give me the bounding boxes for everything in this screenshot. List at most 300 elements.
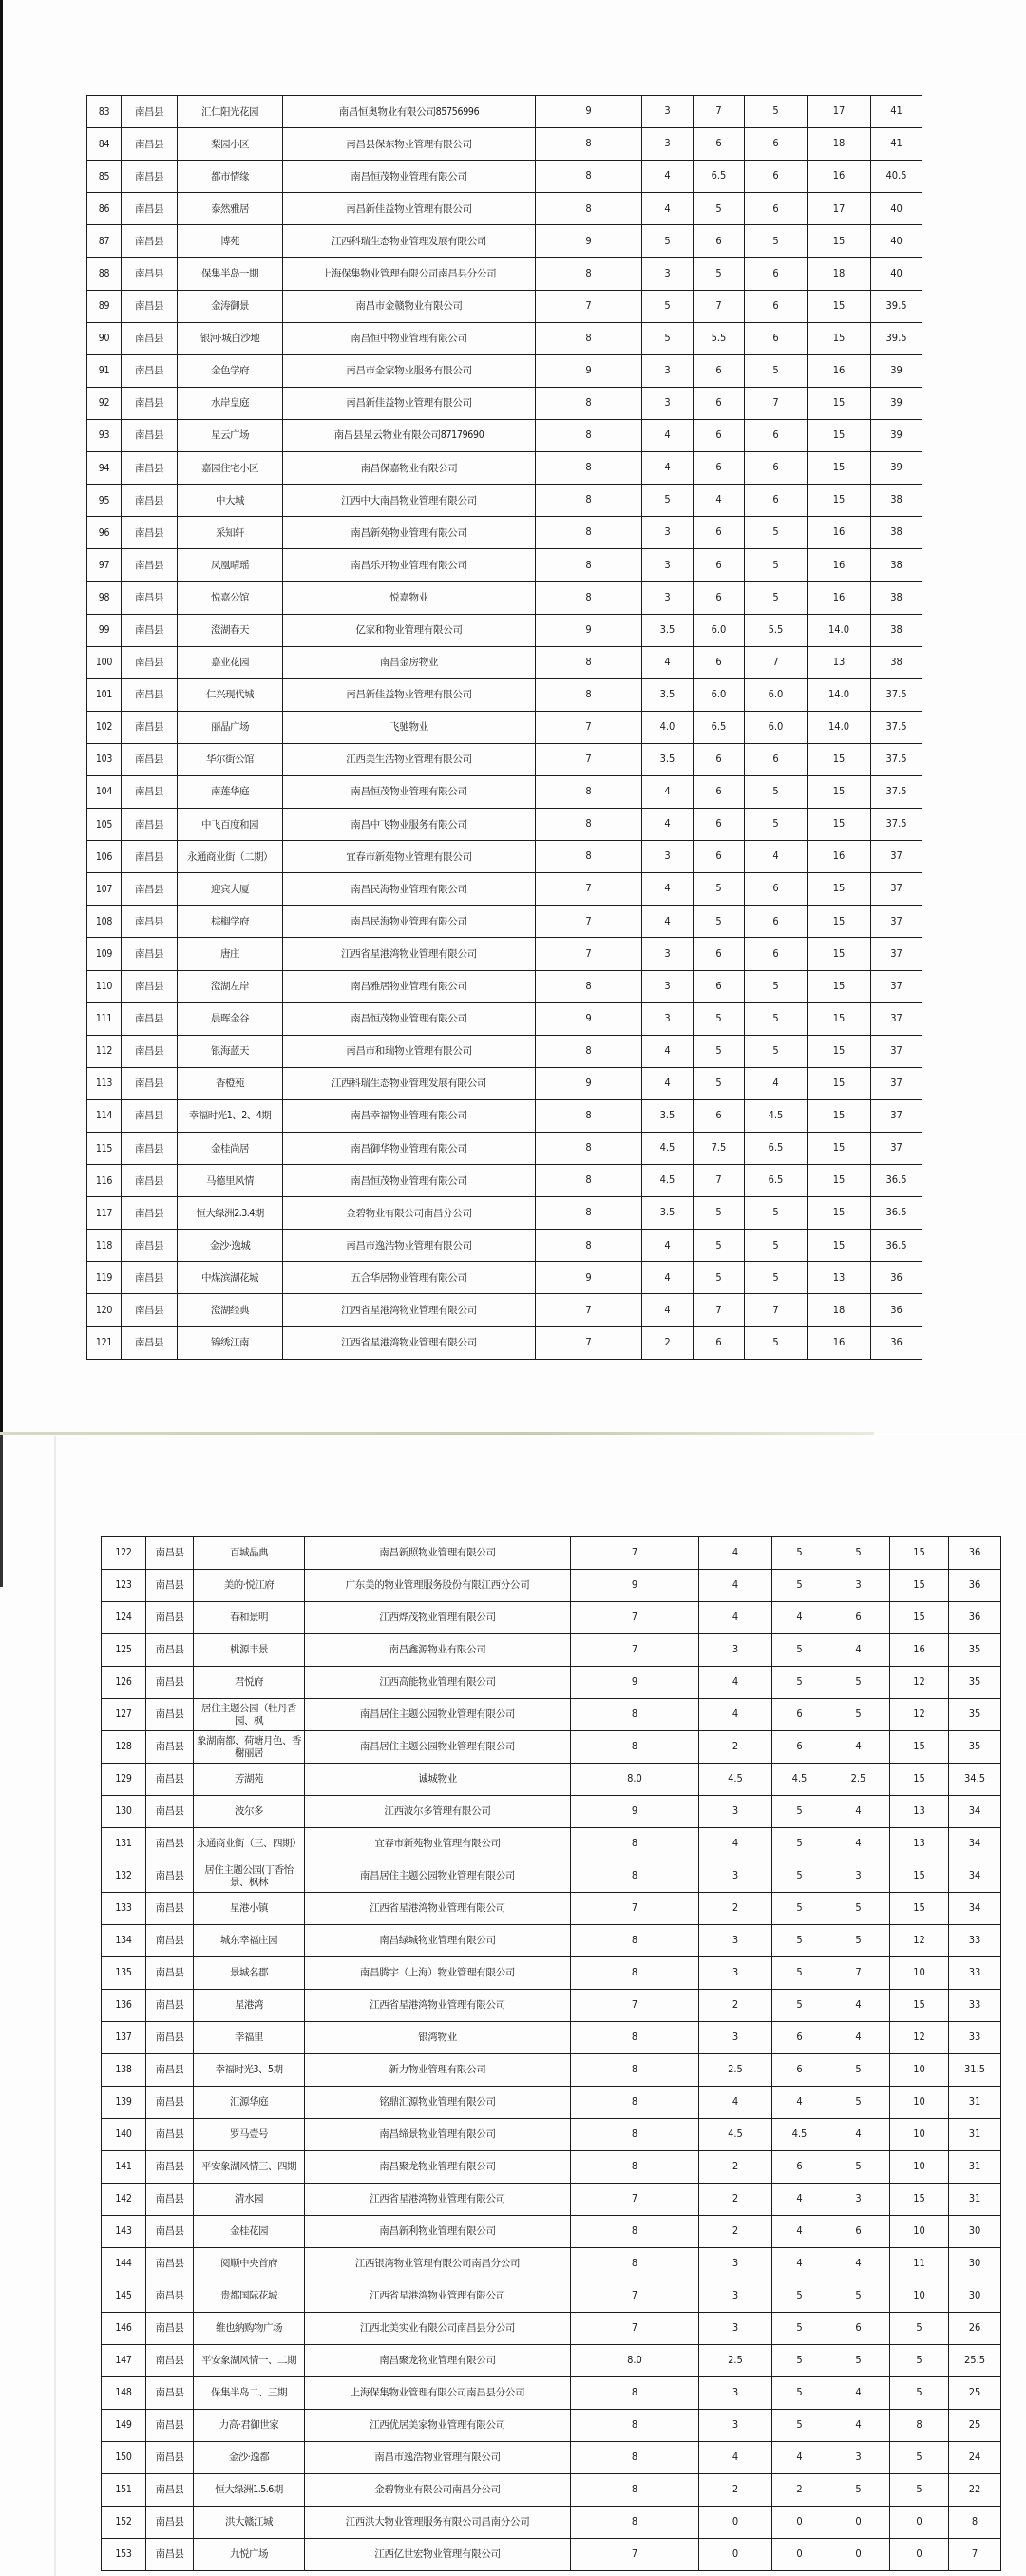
table-row xyxy=(102,2184,1001,2216)
row-number-cell: 144 xyxy=(102,2248,146,2280)
score-1-cell: 8 xyxy=(536,485,642,517)
project-name-cell: 香橙苑 xyxy=(178,1067,283,1099)
company-name-cell: 江西烨茂物业管理有限公司 xyxy=(305,1602,571,1634)
score-4-cell: 4 xyxy=(827,2022,890,2054)
score-1-cell: 8 xyxy=(536,582,642,614)
score-1-cell: 8 xyxy=(571,2216,699,2248)
row-number-cell: 105 xyxy=(87,809,122,841)
score-5-cell: 5 xyxy=(890,2377,949,2410)
row-number-cell: 143 xyxy=(102,2216,146,2248)
project-name-cell: 都市情缘 xyxy=(178,161,283,193)
row-number-cell: 94 xyxy=(87,452,122,485)
total-score-cell: 34 xyxy=(949,1828,1001,1860)
company-name-cell: 江西银湾物业管理有限公司南昌分公司 xyxy=(305,2248,571,2280)
table-row xyxy=(87,549,922,582)
table-row xyxy=(102,2507,1001,2539)
project-name-cell: 清水园 xyxy=(194,2184,305,2216)
total-score-cell: 31.5 xyxy=(949,2054,1001,2087)
row-number-cell: 149 xyxy=(102,2410,146,2442)
score-2-cell: 3 xyxy=(699,1796,772,1828)
score-3-cell: 6.0 xyxy=(694,678,745,711)
score-1-cell: 7 xyxy=(571,1537,699,1570)
score-3-cell: 5 xyxy=(694,258,745,290)
company-name-cell: 上海保集物业管理有限公司南昌县分公司 xyxy=(305,2377,571,2410)
score-3-cell: 5 xyxy=(772,1925,827,1957)
score-1-cell: 8 xyxy=(571,2410,699,2442)
score-3-cell: 6 xyxy=(772,1699,827,1731)
score-5-cell: 15 xyxy=(808,938,871,970)
score-1-cell: 8 xyxy=(536,1099,642,1132)
company-name-cell: 南昌金房物业 xyxy=(283,646,536,678)
total-score-cell: 37.5 xyxy=(871,809,922,841)
total-score-cell: 39 xyxy=(871,354,922,387)
score-table-2 xyxy=(101,1536,1001,2571)
score-2-cell: 3 xyxy=(642,517,694,549)
score-3-cell: 5 xyxy=(772,1893,827,1925)
total-score-cell: 39 xyxy=(871,387,922,419)
company-name-cell: 南昌市逸浩物业管理有限公司 xyxy=(283,1230,536,1262)
score-1-cell: 9 xyxy=(571,1667,699,1699)
score-2-cell: 4 xyxy=(642,161,694,193)
county-cell: 南昌县 xyxy=(122,549,178,582)
table-row xyxy=(87,970,922,1002)
county-cell: 南昌县 xyxy=(122,906,178,938)
total-score-cell: 22 xyxy=(949,2474,1001,2507)
county-cell: 南昌县 xyxy=(122,161,178,193)
score-5-cell: 10 xyxy=(890,2054,949,2087)
score-1-cell: 8 xyxy=(536,549,642,582)
score-1-cell: 9 xyxy=(536,96,642,128)
score-1-cell: 9 xyxy=(571,1570,699,1602)
table-row xyxy=(102,2151,1001,2184)
score-3-cell: 5 xyxy=(772,2345,827,2377)
project-name-cell: 波尔多 xyxy=(194,1796,305,1828)
score-2-cell: 4 xyxy=(642,1067,694,1099)
table-row xyxy=(87,485,922,517)
score-5-cell: 12 xyxy=(890,1667,949,1699)
row-number-cell: 117 xyxy=(87,1197,122,1230)
score-5-cell: 15 xyxy=(808,387,871,419)
total-score-cell: 25 xyxy=(949,2410,1001,2442)
county-cell: 南昌县 xyxy=(122,938,178,970)
county-cell: 南昌县 xyxy=(122,387,178,419)
score-4-cell: 6 xyxy=(827,2216,890,2248)
county-cell: 南昌县 xyxy=(122,1262,178,1294)
score-4-cell: 5 xyxy=(745,1326,808,1359)
company-name-cell: 五合华居物业管理有限公司 xyxy=(283,1262,536,1294)
county-cell: 南昌县 xyxy=(122,841,178,873)
company-name-cell: 江西科瑞生态物业管理发展有限公司 xyxy=(283,1067,536,1099)
score-2-cell: 3 xyxy=(642,258,694,290)
score-3-cell: 5.5 xyxy=(694,322,745,354)
score-4-cell: 5 xyxy=(745,1035,808,1067)
score-5-cell: 15 xyxy=(808,290,871,322)
row-number-cell: 139 xyxy=(102,2087,146,2119)
row-number-cell: 147 xyxy=(102,2345,146,2377)
score-4-cell: 4 xyxy=(827,1731,890,1764)
row-number-cell: 102 xyxy=(87,711,122,743)
total-score-cell: 31 xyxy=(949,2087,1001,2119)
score-3-cell: 6 xyxy=(694,1099,745,1132)
score-5-cell: 10 xyxy=(890,2087,949,2119)
company-name-cell: 南昌中飞物业服务有限公司 xyxy=(283,809,536,841)
project-name-cell: 星港湾 xyxy=(194,1990,305,2022)
company-name-cell: 南昌保嘉物业有限公司 xyxy=(283,452,536,485)
project-name-cell: 阅顺中央首府 xyxy=(194,2248,305,2280)
county-cell: 南昌县 xyxy=(122,1326,178,1359)
score-3-cell: 4 xyxy=(772,2184,827,2216)
score-4-cell: 4 xyxy=(827,2119,890,2151)
total-score-cell: 36 xyxy=(949,1602,1001,1634)
table-row xyxy=(102,1957,1001,1990)
table-row xyxy=(102,2345,1001,2377)
score-5-cell: 15 xyxy=(808,1165,871,1197)
company-name-cell: 江西省星港湾物业管理有限公司 xyxy=(283,1294,536,1326)
company-name-cell: 南昌恒茂物业管理有限公司 xyxy=(283,161,536,193)
table-row xyxy=(87,452,922,485)
score-5-cell: 10 xyxy=(890,2119,949,2151)
score-3-cell: 7 xyxy=(694,1165,745,1197)
table-row xyxy=(102,2474,1001,2507)
score-3-cell: 5 xyxy=(694,1230,745,1262)
score-4-cell: 5 xyxy=(745,96,808,128)
score-2-cell: 3 xyxy=(699,2248,772,2280)
row-number-cell: 111 xyxy=(87,1002,122,1035)
score-1-cell: 7 xyxy=(536,906,642,938)
total-score-cell: 34.5 xyxy=(949,1764,1001,1796)
score-5-cell: 10 xyxy=(890,2151,949,2184)
score-3-cell: 4 xyxy=(694,485,745,517)
total-score-cell: 37 xyxy=(871,1002,922,1035)
project-name-cell: 永通商业街（三、四期） xyxy=(194,1828,305,1860)
score-3-cell: 4 xyxy=(772,2216,827,2248)
project-name-cell: 中大城 xyxy=(178,485,283,517)
total-score-cell: 31 xyxy=(949,2119,1001,2151)
score-5-cell: 10 xyxy=(890,2280,949,2313)
total-score-cell: 34 xyxy=(949,1796,1001,1828)
score-2-cell: 0 xyxy=(699,2507,772,2539)
county-cell: 南昌县 xyxy=(146,1957,194,1990)
row-number-cell: 114 xyxy=(87,1099,122,1132)
score-3-cell: 5 xyxy=(772,1667,827,1699)
score-5-cell: 8 xyxy=(890,2410,949,2442)
score-1-cell: 8 xyxy=(536,809,642,841)
row-number-cell: 153 xyxy=(102,2539,146,2571)
row-number-cell: 88 xyxy=(87,258,122,290)
company-name-cell: 江西省星港湾物业管理有限公司 xyxy=(283,1326,536,1359)
county-cell: 南昌县 xyxy=(122,582,178,614)
table-row xyxy=(102,2313,1001,2345)
score-3-cell: 6 xyxy=(694,809,745,841)
project-name-cell: 居住主题公园(丁香怡景、枫林 xyxy=(194,1860,305,1893)
score-1-cell: 8 xyxy=(571,1699,699,1731)
project-name-cell: 金涛御景 xyxy=(178,290,283,322)
score-1-cell: 9 xyxy=(536,1002,642,1035)
company-name-cell: 江西波尔多管理有限公司 xyxy=(305,1796,571,1828)
score-4-cell: 4 xyxy=(827,1990,890,2022)
score-4-cell: 7 xyxy=(745,1294,808,1326)
county-cell: 南昌县 xyxy=(146,2087,194,2119)
project-name-cell: 罗马壹号 xyxy=(194,2119,305,2151)
total-score-cell: 37 xyxy=(871,938,922,970)
score-4-cell: 3 xyxy=(827,1860,890,1893)
score-3-cell: 5 xyxy=(772,2377,827,2410)
score-5-cell: 15 xyxy=(808,775,871,808)
score-2-cell: 2.5 xyxy=(699,2345,772,2377)
project-name-cell: 九悦广场 xyxy=(194,2539,305,2571)
county-cell: 南昌县 xyxy=(122,1099,178,1132)
score-2-cell: 3 xyxy=(699,1634,772,1667)
score-1-cell: 7 xyxy=(536,711,642,743)
score-4-cell: 3 xyxy=(827,2442,890,2474)
row-number-cell: 119 xyxy=(87,1262,122,1294)
score-2-cell: 4 xyxy=(642,452,694,485)
score-5-cell: 18 xyxy=(808,258,871,290)
company-name-cell: 南昌新照物业管理有限公司 xyxy=(305,1537,571,1570)
row-number-cell: 86 xyxy=(87,193,122,225)
table-row xyxy=(102,2539,1001,2571)
score-3-cell: 5 xyxy=(772,1796,827,1828)
score-5-cell: 15 xyxy=(808,873,871,906)
score-4-cell: 7 xyxy=(745,646,808,678)
table-row xyxy=(87,711,922,743)
project-name-cell: 百城晶典 xyxy=(194,1537,305,1570)
row-number-cell: 83 xyxy=(87,96,122,128)
table-row xyxy=(102,2119,1001,2151)
score-2-cell: 3 xyxy=(699,2410,772,2442)
project-name-cell: 幸福里 xyxy=(194,2022,305,2054)
company-name-cell: 南昌市和瑞物业管理有限公司 xyxy=(283,1035,536,1067)
score-2-cell: 3 xyxy=(699,1957,772,1990)
row-number-cell: 96 xyxy=(87,517,122,549)
company-name-cell: 南昌恒奥物业有限公司85756996 xyxy=(283,96,536,128)
score-5-cell: 16 xyxy=(808,582,871,614)
project-name-cell: 采知轩 xyxy=(178,517,283,549)
total-score-cell: 37 xyxy=(871,1133,922,1165)
score-1-cell: 8 xyxy=(571,2151,699,2184)
county-cell: 南昌县 xyxy=(146,2151,194,2184)
county-cell: 南昌县 xyxy=(146,2345,194,2377)
score-4-cell: 5 xyxy=(827,1925,890,1957)
table-row xyxy=(87,775,922,808)
score-2-cell: 4 xyxy=(699,1828,772,1860)
score-4-cell: 4 xyxy=(827,1828,890,1860)
score-1-cell: 8 xyxy=(571,2087,699,2119)
row-number-cell: 129 xyxy=(102,1764,146,1796)
company-name-cell: 南昌恒茂物业管理有限公司 xyxy=(283,1002,536,1035)
score-4-cell: 5 xyxy=(827,2151,890,2184)
score-5-cell: 15 xyxy=(890,1731,949,1764)
total-score-cell: 35 xyxy=(949,1731,1001,1764)
score-3-cell: 6 xyxy=(772,2022,827,2054)
row-number-cell: 85 xyxy=(87,161,122,193)
company-name-cell: 亿家和物业管理有限公司 xyxy=(283,614,536,646)
score-2-cell: 4 xyxy=(699,2087,772,2119)
score-1-cell: 8 xyxy=(536,419,642,451)
score-3-cell: 5 xyxy=(694,193,745,225)
score-2-cell: 5 xyxy=(642,485,694,517)
project-name-cell: 晨晖金谷 xyxy=(178,1002,283,1035)
table-row xyxy=(102,1796,1001,1828)
total-score-cell: 38 xyxy=(871,614,922,646)
score-1-cell: 8 xyxy=(571,1731,699,1764)
score-2-cell: 4 xyxy=(642,775,694,808)
table-row xyxy=(87,1133,922,1165)
score-5-cell: 18 xyxy=(808,128,871,161)
project-name-cell: 贵都国际花城 xyxy=(194,2280,305,2313)
county-cell: 南昌县 xyxy=(122,290,178,322)
score-4-cell: 6 xyxy=(745,161,808,193)
score-1-cell: 8 xyxy=(536,387,642,419)
company-name-cell: 江西省星港湾物业管理有限公司 xyxy=(305,2280,571,2313)
score-2-cell: 2 xyxy=(699,1731,772,1764)
table-row xyxy=(87,1035,922,1067)
project-name-cell: 澄湖左岸 xyxy=(178,970,283,1002)
score-5-cell: 15 xyxy=(808,1099,871,1132)
score-5-cell: 13 xyxy=(890,1828,949,1860)
table-row xyxy=(87,1326,922,1359)
county-cell: 南昌县 xyxy=(122,1165,178,1197)
project-name-cell: 南莲华庭 xyxy=(178,775,283,808)
total-score-cell: 36.5 xyxy=(871,1230,922,1262)
table-row xyxy=(87,646,922,678)
score-5-cell: 15 xyxy=(808,970,871,1002)
total-score-cell: 37.5 xyxy=(871,743,922,775)
score-2-cell: 2 xyxy=(642,1326,694,1359)
score-4-cell: 6 xyxy=(745,322,808,354)
total-score-cell: 26 xyxy=(949,2313,1001,2345)
total-score-cell: 33 xyxy=(949,1957,1001,1990)
county-cell: 南昌县 xyxy=(122,873,178,906)
county-cell: 南昌县 xyxy=(146,1764,194,1796)
total-score-cell: 37.5 xyxy=(871,711,922,743)
project-name-cell: 博苑 xyxy=(178,225,283,258)
company-name-cell: 金碧物业有限公司南昌分公司 xyxy=(283,1197,536,1230)
score-4-cell: 6 xyxy=(745,452,808,485)
score-5-cell: 13 xyxy=(890,1796,949,1828)
score-1-cell: 8 xyxy=(536,1197,642,1230)
score-3-cell: 7 xyxy=(694,1294,745,1326)
score-3-cell: 5 xyxy=(694,1197,745,1230)
score-4-cell: 4 xyxy=(827,1634,890,1667)
score-2-cell: 3 xyxy=(642,354,694,387)
score-1-cell: 8 xyxy=(536,128,642,161)
score-4-cell: 4 xyxy=(745,1067,808,1099)
score-5-cell: 15 xyxy=(890,1537,949,1570)
score-1-cell: 9 xyxy=(536,614,642,646)
score-2-cell: 4.0 xyxy=(642,711,694,743)
county-cell: 南昌县 xyxy=(122,322,178,354)
score-5-cell: 5 xyxy=(890,2345,949,2377)
score-5-cell: 15 xyxy=(808,1133,871,1165)
county-cell: 南昌县 xyxy=(146,2054,194,2087)
project-name-cell: 恒大绿洲1.5.6期 xyxy=(194,2474,305,2507)
score-4-cell: 4.5 xyxy=(745,1099,808,1132)
score-3-cell: 6 xyxy=(694,419,745,451)
score-5-cell: 5 xyxy=(890,2313,949,2345)
company-name-cell: 金碧物业有限公司南昌分公司 xyxy=(305,2474,571,2507)
score-4-cell: 6 xyxy=(745,485,808,517)
row-number-cell: 116 xyxy=(87,1165,122,1197)
score-2-cell: 4 xyxy=(642,1294,694,1326)
table-row xyxy=(87,906,922,938)
total-score-cell: 25.5 xyxy=(949,2345,1001,2377)
score-2-cell: 4 xyxy=(642,906,694,938)
county-cell: 南昌县 xyxy=(122,1133,178,1165)
total-score-cell: 8 xyxy=(949,2507,1001,2539)
score-3-cell: 4 xyxy=(772,2248,827,2280)
score-1-cell: 9 xyxy=(536,225,642,258)
score-5-cell: 15 xyxy=(808,743,871,775)
score-4-cell: 5 xyxy=(827,2054,890,2087)
total-score-cell: 36 xyxy=(871,1294,922,1326)
company-name-cell: 南昌新苑物业管理有限公司 xyxy=(283,517,536,549)
table-row xyxy=(102,2216,1001,2248)
score-5-cell: 16 xyxy=(808,549,871,582)
score-5-cell: 10 xyxy=(890,2216,949,2248)
project-name-cell: 银河·城白沙地 xyxy=(178,322,283,354)
score-4-cell: 6 xyxy=(745,743,808,775)
project-name-cell: 君悦府 xyxy=(194,1667,305,1699)
score-2-cell: 3 xyxy=(642,387,694,419)
table-row xyxy=(87,873,922,906)
county-cell: 南昌县 xyxy=(122,1230,178,1262)
score-1-cell: 8 xyxy=(571,2442,699,2474)
project-name-cell: 金桂花园 xyxy=(194,2216,305,2248)
score-3-cell: 5 xyxy=(772,1634,827,1667)
table-row xyxy=(87,1002,922,1035)
score-5-cell: 15 xyxy=(808,225,871,258)
row-number-cell: 97 xyxy=(87,549,122,582)
score-2-cell: 3 xyxy=(699,2377,772,2410)
row-number-cell: 123 xyxy=(102,1570,146,1602)
table-row xyxy=(87,419,922,451)
score-5-cell: 15 xyxy=(890,2184,949,2216)
score-2-cell: 3 xyxy=(699,2280,772,2313)
score-3-cell: 5 xyxy=(772,1828,827,1860)
total-score-cell: 7 xyxy=(949,2539,1001,2571)
score-3-cell: 7 xyxy=(694,290,745,322)
score-4-cell: 6 xyxy=(745,873,808,906)
score-4-cell: 5 xyxy=(745,1230,808,1262)
score-5-cell: 15 xyxy=(890,1570,949,1602)
county-cell: 南昌县 xyxy=(146,2280,194,2313)
score-3-cell: 5 xyxy=(694,1067,745,1099)
score-2-cell: 4 xyxy=(642,873,694,906)
score-4-cell: 6 xyxy=(745,258,808,290)
company-name-cell: 南昌雅居物业管理有限公司 xyxy=(283,970,536,1002)
table-row xyxy=(87,1294,922,1326)
score-2-cell: 4 xyxy=(642,419,694,451)
row-number-cell: 113 xyxy=(87,1067,122,1099)
county-cell: 南昌县 xyxy=(146,2410,194,2442)
score-3-cell: 5 xyxy=(772,1860,827,1893)
score-2-cell: 2 xyxy=(699,2216,772,2248)
score-2-cell: 2 xyxy=(699,1990,772,2022)
score-1-cell: 9 xyxy=(536,1067,642,1099)
row-number-cell: 99 xyxy=(87,614,122,646)
score-2-cell: 4 xyxy=(642,809,694,841)
score-2-cell: 3.5 xyxy=(642,1099,694,1132)
row-number-cell: 140 xyxy=(102,2119,146,2151)
row-number-cell: 150 xyxy=(102,2442,146,2474)
score-3-cell: 5 xyxy=(694,1002,745,1035)
county-cell: 南昌县 xyxy=(146,1860,194,1893)
score-1-cell: 8 xyxy=(571,2507,699,2539)
company-name-cell: 上海保集物业管理有限公司南昌县分公司 xyxy=(283,258,536,290)
score-1-cell: 8 xyxy=(571,2248,699,2280)
company-name-cell: 南昌市逸浩物业管理有限公司 xyxy=(305,2442,571,2474)
